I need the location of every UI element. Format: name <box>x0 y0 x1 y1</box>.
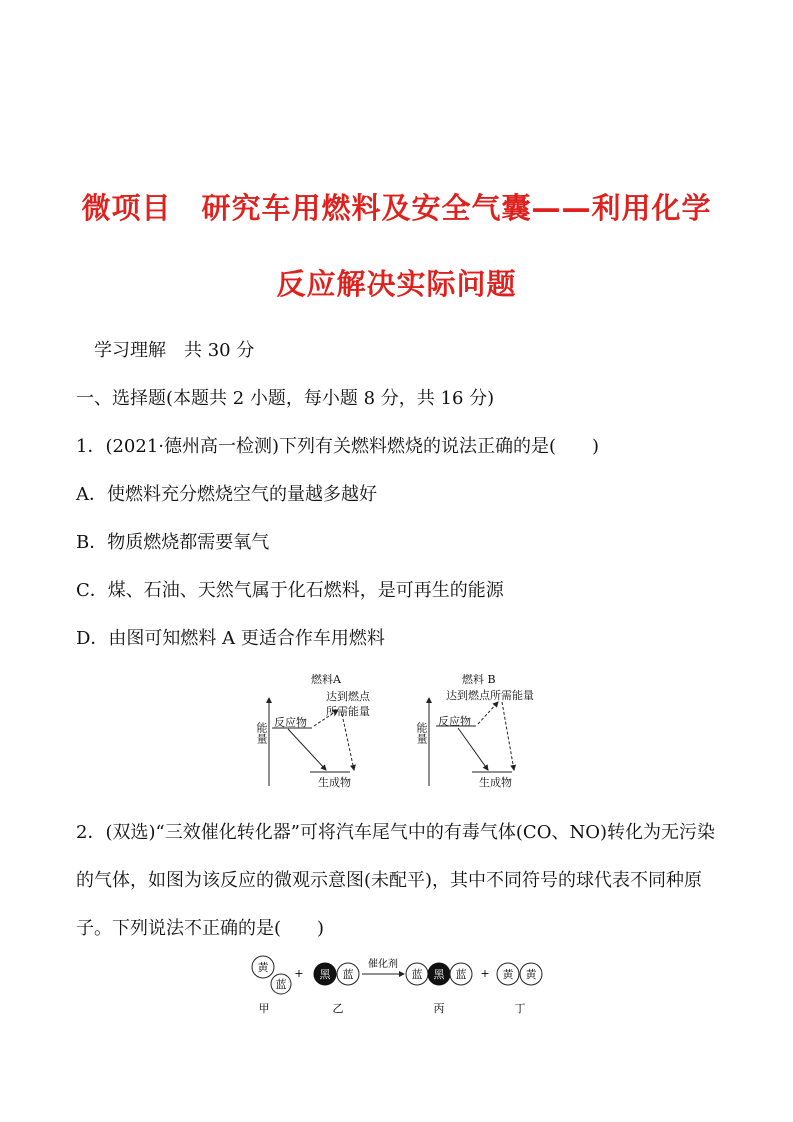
ignition-energy-label-b: 达到燃点所需能量 <box>446 689 534 702</box>
option-b: B．物质燃烧都需要氧气 <box>76 532 270 553</box>
question-2-line2: 的气体，如图为该反应的微观示意图(未配平)，其中不同符号的球代表不同种原 <box>76 870 703 891</box>
atom-black: 黑 <box>319 968 331 981</box>
atom-yellow: 黄 <box>502 968 514 981</box>
catalyst-label: 催化剂 <box>368 959 398 970</box>
plus-sign-1: + <box>294 967 304 980</box>
fuel-a-label: 燃料A <box>311 673 341 686</box>
option-d: D．由图可知燃料 A 更适合作车用燃料 <box>76 628 385 649</box>
molecule-yi <box>314 963 359 985</box>
energy-axis-label-a: 能量 <box>255 722 268 744</box>
label-ding: 丁 <box>514 1002 526 1015</box>
question-1-stem: 1．(2021·德州高一检测)下列有关燃料燃烧的说法正确的是( ) <box>76 436 600 457</box>
atom-blue: 蓝 <box>342 968 354 981</box>
atom-blue: 蓝 <box>455 968 467 981</box>
ignition-energy-label-2: 所需能量 <box>326 705 370 718</box>
product-label-b: 生成物 <box>479 776 512 789</box>
reactant-label-b: 反应物 <box>438 715 471 728</box>
molecule-ding <box>497 963 542 985</box>
reactant-label-a: 反应物 <box>274 716 307 729</box>
label-bing: 丙 <box>433 1002 445 1015</box>
option-a: A．使燃料充分燃烧空气的量越多越好 <box>76 484 377 505</box>
atom-blue: 蓝 <box>411 968 423 981</box>
section-part1: 一、选择题(本题共 2 小题，每小题 8 分，共 16 分) <box>76 388 495 409</box>
fuel-b-label: 燃料 B <box>462 673 496 686</box>
option-c: C．煤、石油、天然气属于化石燃料，是可再生的能源 <box>76 580 504 601</box>
atom-black: 黑 <box>433 968 445 981</box>
question-2-line3: 子。下列说法不正确的是( ) <box>76 918 325 939</box>
section-study: 学习理解 共 30 分 <box>94 340 255 361</box>
atom-yellow: 黄 <box>525 968 537 981</box>
reaction-diagram <box>240 950 560 1020</box>
question-2-line1: 2．(双选)“三效催化转化器”可将汽车尾气中的有毒气体(CO、NO)转化为无污染 <box>76 822 715 843</box>
product-label-a: 生成物 <box>318 776 351 789</box>
page-title-line1: 微项目 研究车用燃料及安全气囊——利用化学 <box>81 191 712 225</box>
molecule-jia <box>252 956 291 994</box>
energy-axis-label-b: 能量 <box>415 722 428 744</box>
plus-sign-2: + <box>480 967 490 980</box>
molecule-bing <box>406 963 472 985</box>
atom-blue: 蓝 <box>275 978 287 991</box>
page-title-line2: 反应解决实际问题 <box>276 267 517 301</box>
atom-yellow: 黄 <box>257 961 269 974</box>
label-yi: 乙 <box>332 1002 344 1015</box>
label-jia: 甲 <box>258 1002 270 1015</box>
ignition-energy-label-1: 达到燃点 <box>326 690 370 703</box>
